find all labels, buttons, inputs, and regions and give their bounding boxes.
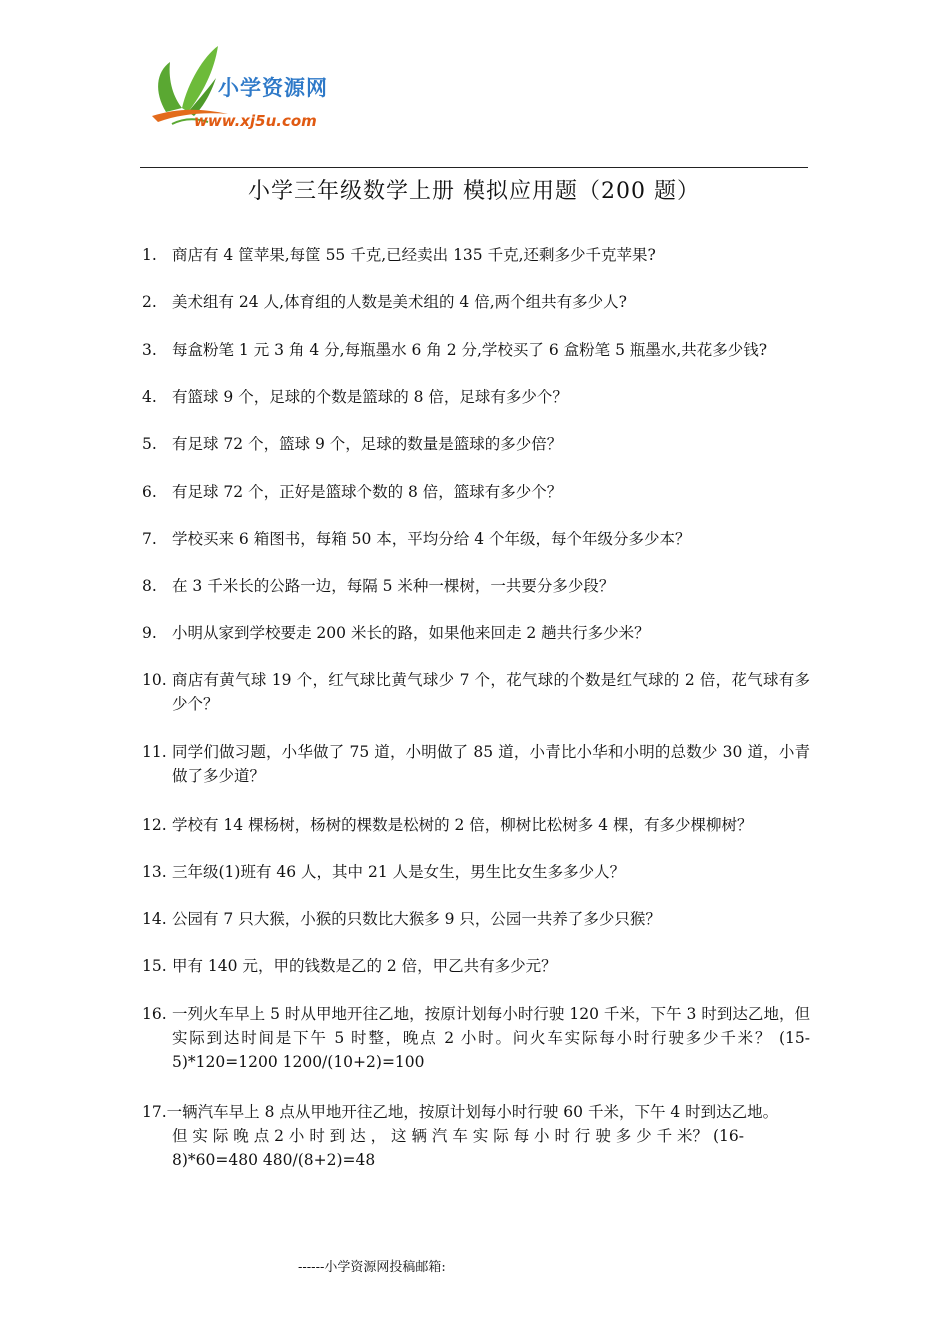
- question-item: [142, 480, 810, 504]
- question-item: [142, 954, 810, 978]
- question-item: [142, 290, 810, 314]
- question-item: [142, 385, 810, 409]
- question-item: [142, 432, 810, 456]
- question-number: 1.: [142, 246, 157, 264]
- question-item: [142, 527, 810, 551]
- question-item: [142, 1002, 810, 1074]
- question-text: 美术组有 24 人,体育组的人数是美术组的 4 倍,两个组共有多少人?: [172, 293, 627, 311]
- question-number: 16.: [142, 1005, 167, 1023]
- question-text: 小明从家到学校要走 200 米长的路，如果他来回走 2 趟共行多少米？: [172, 624, 650, 642]
- question-text: 有足球 72 个，篮球 9 个，足球的数量是篮球的多少倍？: [172, 435, 563, 453]
- question-number: 8.: [142, 577, 157, 595]
- question-text: 公园有 7 只大猴，小猴的只数比大猴多 9 只，公园一共养了多少只猴？: [172, 910, 661, 928]
- question-number: 3.: [142, 341, 157, 359]
- question-number: 2.: [142, 293, 157, 311]
- question-text: 商店有 4 筐苹果,每筐 55 千克,已经卖出 135 千克,还剩多少千克苹果?: [172, 246, 656, 264]
- question-item: [142, 860, 810, 884]
- question-text: 学校买来 6 箱图书，每箱 50 本，平均分给 4 个年级，每个年级分多少本？: [172, 530, 691, 548]
- question-item: [142, 574, 810, 598]
- question-number: 14.: [142, 910, 167, 928]
- question-number: 17.: [142, 1103, 167, 1121]
- question-text: 甲有 140 元，甲的钱数是乙的 2 倍，甲乙共有多少元？: [172, 957, 557, 975]
- header-divider: [140, 167, 808, 168]
- question-item: [142, 243, 810, 267]
- question-text: 三年级(1)班有 46 人，其中 21 人是女生，男生比女生多多少人？: [172, 863, 626, 881]
- question-item: [142, 813, 810, 837]
- question-text-continued: 但 实 际 晚 点 2 小 时 到 达 ， 这 辆 汽 车 实 际 每 小 时 行 驶 多 少 千 米？ (16-8)*60=480 480/(8+2)=48: [172, 1127, 744, 1169]
- question-text: 在 3 千米长的公路一边，每隔 5 米种一棵树，一共要分多少段？: [172, 577, 615, 595]
- question-number: 12.: [142, 816, 167, 834]
- question-number: 9.: [142, 624, 157, 642]
- question-number: 7.: [142, 530, 157, 548]
- question-number: 15.: [142, 957, 167, 975]
- question-item: [142, 907, 810, 931]
- site-logo-text: 小学资源网: [218, 76, 328, 100]
- question-number: 4.: [142, 388, 157, 406]
- question-text: 有足球 72 个，正好是篮球个数的 8 倍，篮球有多少个？: [172, 483, 563, 501]
- question-number: 11.: [142, 743, 167, 761]
- question-text: 一辆汽车早上 8 点从甲地开往乙地，按原计划每小时行驶 60 千米，下午 4 时到达乙地。: [166, 1103, 779, 1121]
- site-logo-url: www.xj5u.com: [194, 112, 317, 130]
- question-item: [142, 1100, 810, 1172]
- question-item: [142, 338, 810, 362]
- question-text: 每盒粉笔 1 元 3 角 4 分,每瓶墨水 6 角 2 分,学校买了 6 盒粉笔 5 瓶墨水,共花多少钱?: [172, 341, 768, 359]
- question-number: 6.: [142, 483, 157, 501]
- question-text: 学校有 14 棵杨树，杨树的棵数是松树的 2 倍，柳树比松树多 4 棵，有多少棵柳树？: [172, 816, 753, 834]
- question-text: 有篮球 9 个，足球的个数是篮球的 8 倍，足球有多少个？: [172, 388, 568, 406]
- page-footer: ------小学资源网投稿邮箱:: [298, 1260, 446, 1275]
- question-number: 5.: [142, 435, 157, 453]
- question-item: [142, 740, 810, 788]
- question-item: [142, 668, 810, 716]
- question-number: 10.: [142, 671, 167, 689]
- question-text: 一列火车早上 5 时从甲地开往乙地，按原计划每小时行驶 120 千米，下午 3 时到达乙地，但实际到达时间是下午 5 时整，晚点 2 小时。问火车实际每小时行驶多少千米？ (15-5)*120=1200 1200/(10+2)=100: [172, 1005, 810, 1071]
- question-item: [142, 621, 810, 645]
- page-title: 小学三年级数学上册 模拟应用题（200 题）: [248, 179, 700, 204]
- question-text: 同学们做习题，小华做了 75 道，小明做了 85 道，小青比小华和小明的总数少 30 道，小青做了多少道？: [172, 743, 810, 785]
- question-number: 13.: [142, 863, 167, 881]
- question-text: 商店有黄气球 19 个，红气球比黄气球少 7 个，花气球的个数是红气球的 2 倍，花气球有多少个？: [172, 671, 810, 713]
